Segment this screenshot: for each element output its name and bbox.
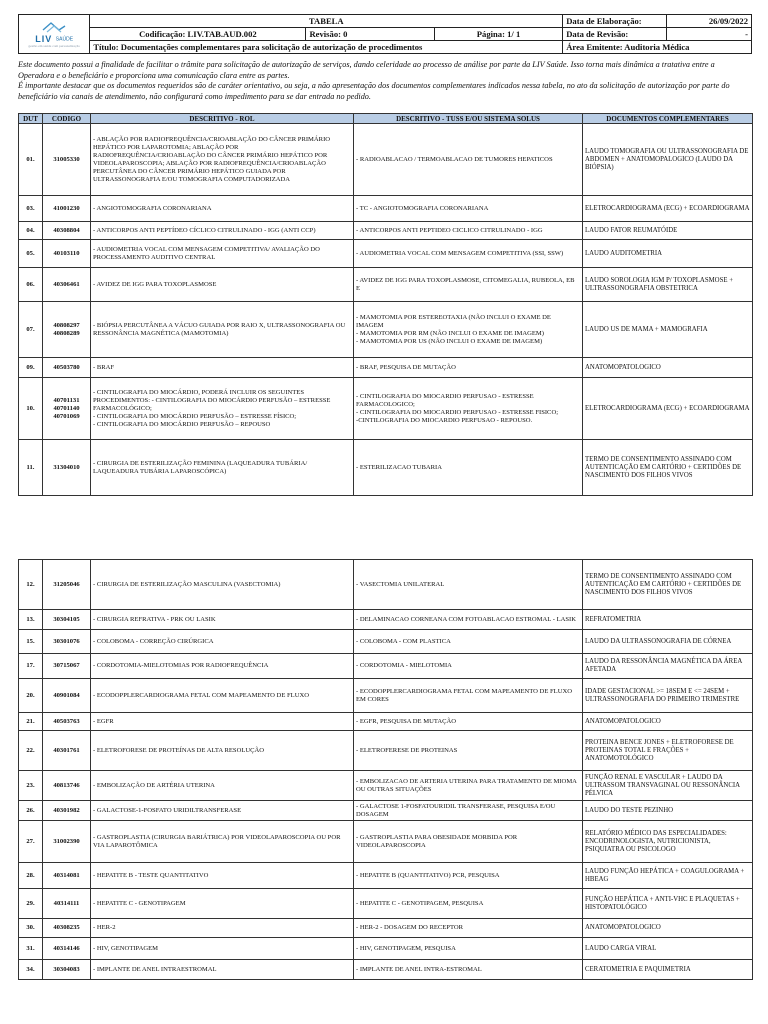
- dut-cell: 26.: [19, 801, 43, 821]
- codigo-cell: 40301982: [43, 801, 91, 821]
- docs-cell: FUNÇÃO HEPÁTICA + ANTI-VHC E PLAQUETAS + HISTOPATOLÓGICO: [583, 889, 753, 919]
- tuss-cell: - CINTILOGRAFIA DO MIOCARDIO PERFUSAO - ESTRESSE FARMACOLOGICO; - CINTILOGRAFIA DO MIOCARDIO PERFUSAO - ESTRESSE FISICO; -CINTILOGRAFIA DO MIOCARDIO PERFUSAO - REPOUSO.: [354, 378, 583, 440]
- tuss-cell: - VASECTOMIA UNILATERAL: [354, 560, 583, 610]
- codigo-cell: 40308804: [43, 222, 91, 240]
- table-row: [19, 889, 753, 919]
- table-row: [19, 268, 753, 302]
- rol-cell: - HEPATITE C - GENOTIPAGEM: [91, 889, 354, 919]
- intro-paragraph-2: É importante destacar que os documentos requeridos são de caráter orientativo, ou seja, a não apresentação dos documentos complementares indicados nessa tabela, no ato da solicitação de autorização por parte do beneficiário via canais de atendimento, não configurará como impedimento para se dar entrada no pedido.: [18, 81, 730, 101]
- tuss-cell: - EGFR, PESQUISA DE MUTAÇÃO: [354, 713, 583, 731]
- rol-cell: - GALACTOSE-1-FOSFATO URIDILTRANSFERASE: [91, 801, 354, 821]
- dut-cell: 11.: [19, 440, 43, 496]
- intro-text: [18, 60, 752, 102]
- dut-cell: 30.: [19, 919, 43, 938]
- tuss-cell: - RADIOABLACAO / TERMOABLACAO DE TUMORES HEPATICOS: [354, 124, 583, 196]
- table-row: [19, 196, 753, 222]
- codigo-cell: 40314081: [43, 863, 91, 889]
- docs-cell: ANATOMOPATOLOGICO: [583, 358, 753, 378]
- table-row: [19, 610, 753, 630]
- tuss-cell: - HEPATITE C - GENOTIPAGEM, PESQUISA: [354, 889, 583, 919]
- dut-cell: 31.: [19, 938, 43, 960]
- table-row: [19, 919, 753, 938]
- table-row: [19, 630, 753, 654]
- codigo-cell: 40901084: [43, 679, 91, 713]
- codigo-cell: 40306461: [43, 268, 91, 302]
- codigo-cell: 31205046: [43, 560, 91, 610]
- table-row: [19, 960, 753, 980]
- pagina: Página: 1/ 1: [434, 28, 562, 41]
- rol-cell: - BRAF: [91, 358, 354, 378]
- dut-cell: 34.: [19, 960, 43, 980]
- docs-cell: IDADE GESTACIONAL >= 18SEM E <= 24SEM + ULTRASSONOGRAFIA DO PRIMEIRO TRIMESTRE: [583, 679, 753, 713]
- rol-cell: - ECODOPPLERCARDIOGRAMA FETAL COM MAPEAMENTO DE FLUXO: [91, 679, 354, 713]
- dut-cell: 15.: [19, 630, 43, 654]
- docs-cell: LAUDO DO TESTE PEZINHO: [583, 801, 753, 821]
- rol-cell: - HEPATITE B - TESTE QUANTITATIVO: [91, 863, 354, 889]
- tuss-cell: - EMBOLIZACAO DE ARTERIA UTERINA PARA TRATAMENTO DE MIOMA OU OUTRAS SITUAÇÕES: [354, 771, 583, 801]
- codigo-cell: 40103110: [43, 240, 91, 268]
- rol-cell: - ANTICORPOS ANTI PEPTÍDEO CÍCLICO CITRULINADO - IGG (ANTI CCP): [91, 222, 354, 240]
- docs-cell: PROTEINA BENCE JONES + ELETROFORESE DE PROTEINAS TOTAL E FRAÇÕES + ANATOMOTOLÓGICO: [583, 731, 753, 771]
- docs-cell: LAUDO FUNÇÃO HEPÁTICA + COAGULOGRAMA + HBEAG: [583, 863, 753, 889]
- docs-cell: LAUDO SOROLOGIA IGM P/ TOXOPLASMOSE + ULTRASSONOGRAFIA OBSTETRICA: [583, 268, 753, 302]
- procedures-table-1: [18, 113, 753, 496]
- rol-cell: - CIRURGIA DE ESTERILIZAÇÃO MASCULINA (VASECTOMIA): [91, 560, 354, 610]
- tuss-cell: - AUDIOMETRIA VOCAL COM MENSAGEM COMPETITIVA (SSI, SSW): [354, 240, 583, 268]
- docs-cell: LAUDO CARGA VIRAL: [583, 938, 753, 960]
- codigo-cell: 30304105: [43, 610, 91, 630]
- codigo-cell: 31005330: [43, 124, 91, 196]
- rol-cell: - ANGIOTOMOGRAFIA CORONARIANA: [91, 196, 354, 222]
- table-row: [19, 560, 753, 610]
- table-row: [19, 440, 753, 496]
- codigo-cell: 31304010: [43, 440, 91, 496]
- logo-tagline: gestão em saúde com personalização: [28, 44, 80, 49]
- codigo-cell: 40503763: [43, 713, 91, 731]
- tuss-cell: - HIV, GENOTIPAGEM, PESQUISA: [354, 938, 583, 960]
- table-row: [19, 222, 753, 240]
- table-row: [19, 240, 753, 268]
- docs-cell: TERMO DE CONSENTIMENTO ASSINADO COM AUTENTICAÇÃO EM CARTÓRIO + CERTIDÕES DE NASCIMENTO DOS FILHOS VIVOS: [583, 560, 753, 610]
- col-header-rol: DESCRITIVO - ROL: [91, 114, 354, 124]
- dut-cell: 12.: [19, 560, 43, 610]
- area-emitente: Área Emitente: Auditoria Médica: [563, 41, 752, 54]
- docs-cell: ANATOMOPATOLOGICO: [583, 919, 753, 938]
- table-row: [19, 713, 753, 731]
- rol-cell: - GASTROPLASTIA (CIRURGIA BARIÁTRICA) POR VIDEOLAPAROSCOPIA OU POR VIA LAPAROTÔMICA: [91, 821, 354, 863]
- dut-cell: 28.: [19, 863, 43, 889]
- rol-cell: - CINTILOGRAFIA DO MIOCÁRDIO, PODERÁ INCLUIR OS SEGUINTES PROCEDIMENTOS: - CINTILOGRAFIA DO MIOCÁRDIO PERFUSÃO – ESTRESSE FARMACOLÓGICO; - CINTILOGRAFIA DO MIOCÁRDIO PERFUSÃO – ESTRESSE FÍSICO; - CINTILOGRAFIA DO MIOCÁRDIO PERFUSÃO – REPOUSO: [91, 378, 354, 440]
- dut-cell: 23.: [19, 771, 43, 801]
- table-row: [19, 302, 753, 358]
- revisao: Revisão: 0: [306, 28, 434, 41]
- codigo-cell: 40808297 40808289: [43, 302, 91, 358]
- rol-cell: - CIRURGIA REFRATIVA - PRK OU LASIK: [91, 610, 354, 630]
- codigo-cell: 40813746: [43, 771, 91, 801]
- rol-cell: - EMBOLIZAÇÃO DE ARTÉRIA UTERINA: [91, 771, 354, 801]
- tuss-cell: - MAMOTOMIA POR ESTEREOTAXIA (NÃO INCLUI O EXAME DE IMAGEM - MAMOTOMIA POR RM (NÃO INCLUI O EXAME DE IMAGEM) - MAMOTOMIA POR US (NÃO INCLUI O EXAME DE IMAGEM): [354, 302, 583, 358]
- document-title: Título: Documentações complementares para solicitação de autorização de procedimentos: [90, 41, 563, 54]
- docs-cell: TERMO DE CONSENTIMENTO ASSINADO COM AUTENTICAÇÃO EM CARTÓRIO + CERTIDÕES DE NASCIMENTO DOS FILHOS VIVOS: [583, 440, 753, 496]
- docs-cell: FUNÇÃO RENAL E VASCULAR + LAUDO DA ULTRASSOM TRANSVAGINAL OU RESSONÂNCIA PÉLVICA: [583, 771, 753, 801]
- procedures-table-2: [18, 559, 753, 980]
- docs-cell: LAUDO DA ULTRASSONOGRAFIA DE CÓRNEA: [583, 630, 753, 654]
- dut-cell: 21.: [19, 713, 43, 731]
- table-row: [19, 731, 753, 771]
- rol-cell: - AVIDEZ DE IGG PARA TOXOPLASMOSE: [91, 268, 354, 302]
- rol-cell: - BIÓPSIA PERCUTÂNEA A VÁCUO GUIADA POR RAIO X, ULTRASSONOGRAFIA OU RESSONÂNCIA MAGNÉTICA (MAMOTOMIA): [91, 302, 354, 358]
- rol-cell: - CIRURGIA DE ESTERILIZAÇÃO FEMININA (LAQUEADURA TUBÁRIA/ LAQUEADURA TUBÁRIA LAPAROSCÓPICA): [91, 440, 354, 496]
- table-row: [19, 654, 753, 679]
- data-revisao-label: Data de Revisão:: [563, 28, 667, 41]
- tuss-cell: - ELETROFERESE DE PROTEINAS: [354, 731, 583, 771]
- col-header-codigo: CODIGO: [43, 114, 91, 124]
- table-row: [19, 821, 753, 863]
- dut-cell: 17.: [19, 654, 43, 679]
- dut-cell: 29.: [19, 889, 43, 919]
- dut-cell: 04.: [19, 222, 43, 240]
- docs-cell: LAUDO US DE MAMA + MAMOGRAFIA: [583, 302, 753, 358]
- dut-cell: 13.: [19, 610, 43, 630]
- docs-cell: ANATOMOPATOLOGICO: [583, 713, 753, 731]
- col-header-tuss: DESCRITIVO - TUSS E/OU SISTEMA SOLUS: [354, 114, 583, 124]
- docs-cell: LAUDO FATOR REUMATÓIDE: [583, 222, 753, 240]
- tuss-cell: - ECODOPPLERCARDIOGRAMA FETAL COM MAPEAMENTO DE FLUXO EM CORES: [354, 679, 583, 713]
- table-row: [19, 378, 753, 440]
- rol-cell: - ABLAÇÃO POR RADIOFREQUÊNCIA/CRIOABLAÇÃO DO CÂNCER PRIMÁRIO HEPÁTICO POR LAPAROTOMIA; ABLAÇÃO POR RADIOFREQUÊNCIA/CRIOABLAÇÃO DO CÂNCER PRIMÁRIO HEPÁTICO POR VIDEOLAPAROSCOPIA; ABLAÇÃO POR RADIOFREQUÊNCIA/CRIOABLAÇÃO PERCUTÂNEA DO CÂNCER PRIMÁRIO HEPÁTICO GUIADA POR ULTRASSONOGRAFIA E/OU TOMOGRAFIA COMPUTADORIZADA: [91, 124, 354, 196]
- dut-cell: 10.: [19, 378, 43, 440]
- dut-cell: 20.: [19, 679, 43, 713]
- rol-cell: - ELETROFORESE DE PROTEÍNAS DE ALTA RESOLUÇÃO: [91, 731, 354, 771]
- logo-brand: LIV SAÚDE: [35, 33, 74, 44]
- codigo-cell: 40503780: [43, 358, 91, 378]
- codigo-cell: 40701131 40701140 40701069: [43, 378, 91, 440]
- table-row: [19, 938, 753, 960]
- codigo-cell: 40314111: [43, 889, 91, 919]
- codificacao: Codificação: LIV.TAB.AUD.002: [90, 28, 306, 41]
- codigo-cell: 41001230: [43, 196, 91, 222]
- dut-cell: 03.: [19, 196, 43, 222]
- rol-cell: - AUDIOMETRIA VOCAL COM MENSAGEM COMPETITIVA/ AVALIAÇÃO DO PROCESSAMENTO AUDITIVO CENTRAL: [91, 240, 354, 268]
- col-header-docs: DOCUMENTOS COMPLEMENTARES: [583, 114, 753, 124]
- table-row: [19, 771, 753, 801]
- data-revisao-value: -: [667, 28, 752, 41]
- rol-cell: - IMPLANTE DE ANEL INTRAESTROMAL: [91, 960, 354, 980]
- tuss-cell: - CORDOTOMIA - MIELOTOMIA: [354, 654, 583, 679]
- dut-cell: 06.: [19, 268, 43, 302]
- codigo-cell: 40308235: [43, 919, 91, 938]
- rol-cell: - EGFR: [91, 713, 354, 731]
- logo-cell: [19, 15, 90, 54]
- table-row: [19, 801, 753, 821]
- intro-paragraph-1: Este documento possui a finalidade de facilitar o trâmite para solicitação de autorização de serviços, dando celeridade ao processo de análise por parte da LIV Saúde. Isso torna mais dinâmica a tratativa entre a Operadora e o beneficiário e proporciona uma comunicação clara entre as partes.: [18, 60, 715, 80]
- tuss-cell: - HER-2 - DOSAGEM DO RECEPTOR: [354, 919, 583, 938]
- codigo-cell: 30304083: [43, 960, 91, 980]
- dut-cell: 01.: [19, 124, 43, 196]
- codigo-cell: 30301076: [43, 630, 91, 654]
- tuss-cell: - GASTROPLASTIA PARA OBESIDADE MORBIDA POR VIDEOLAPAROSCOPIA: [354, 821, 583, 863]
- tuss-cell: - TC - ANGIOTOMOGRAFIA CORONARIANA: [354, 196, 583, 222]
- dut-cell: 27.: [19, 821, 43, 863]
- table-row: [19, 863, 753, 889]
- docs-cell: REFRATOMETRIA: [583, 610, 753, 630]
- elaboracao-label: Data de Elaboração:: [563, 15, 667, 28]
- elaboracao-value: 26/09/2022: [667, 15, 752, 28]
- docs-cell: CERATOMETRIA E PAQUIMETRIA: [583, 960, 753, 980]
- codigo-cell: 30715067: [43, 654, 91, 679]
- docs-cell: LAUDO TOMOGRAFIA OU ULTRASSONOGRAFIA DE ABDOMEN + ANATOMOPALOGICO (LAUDO DA BIÓPSIA): [583, 124, 753, 196]
- table-row: [19, 679, 753, 713]
- tuss-cell: - GALACTOSE 1-FOSFATOURIDIL TRANSFERASE, PESQUISA E/OU DOSAGEM: [354, 801, 583, 821]
- document-header: [18, 14, 752, 54]
- codigo-cell: 40301761: [43, 731, 91, 771]
- docs-cell: LAUDO AUDITOMETRIA: [583, 240, 753, 268]
- codigo-cell: 31002390: [43, 821, 91, 863]
- tuss-cell: - IMPLANTE DE ANEL INTRA-ESTROMAL: [354, 960, 583, 980]
- dut-cell: 07.: [19, 302, 43, 358]
- rol-cell: - HIV, GENOTIPAGEM: [91, 938, 354, 960]
- docs-cell: RELATÓRIO MÉDICO DAS ESPECIALIDADES: ENCODRINOLOGISTA, NUTRICIONISTA, PSIQUIATRA OU PSICOLOGO: [583, 821, 753, 863]
- dut-cell: 22.: [19, 731, 43, 771]
- rol-cell: - COLOBOMA - CORREÇÃO CIRÚRGICA: [91, 630, 354, 654]
- rol-cell: - HER-2: [91, 919, 354, 938]
- tuss-cell: - HEPATITE B (QUANTITATIVO) PCR, PESQUISA: [354, 863, 583, 889]
- tuss-cell: - ANTICORPOS ANTI PEPTIDEO CICLICO CITRULINADO - IGG: [354, 222, 583, 240]
- rol-cell: - CORDOTOMIA-MIELOTOMIAS POR RADIOFREQUÊNCIA: [91, 654, 354, 679]
- docs-cell: LAUDO DA RESSONÂNCIA MAGNÉTICA DA ÁREA AFETADA: [583, 654, 753, 679]
- table-row: [19, 358, 753, 378]
- tuss-cell: - BRAF, PESQUISA DE MUTAÇÃO: [354, 358, 583, 378]
- docs-cell: ELETROCARDIOGRAMA (ECG) + ECOARDIOGRAMA: [583, 196, 753, 222]
- tuss-cell: - COLOBOMA - COM PLASTICA: [354, 630, 583, 654]
- header-title: TABELA: [90, 15, 563, 28]
- tuss-cell: - DELAMINACAO CORNEANA COM FOTOABLACAO ESTROMAL - LASIK: [354, 610, 583, 630]
- docs-cell: ELETROCARDIOGRAMA (ECG) + ECOARDIOGRAMA: [583, 378, 753, 440]
- dut-cell: 05.: [19, 240, 43, 268]
- codigo-cell: 40314146: [43, 938, 91, 960]
- col-header-dut: DUT: [19, 114, 43, 124]
- table-header-row: [19, 114, 753, 124]
- liv-logo-icon: [37, 20, 71, 34]
- tuss-cell: - ESTERILIZACAO TUBARIA: [354, 440, 583, 496]
- dut-cell: 09.: [19, 358, 43, 378]
- table-row: [19, 124, 753, 196]
- tuss-cell: - AVIDEZ DE IGG PARA TOXOPLASMOSE, CITOMEGALIA, RUBEOLA, EB E: [354, 268, 583, 302]
